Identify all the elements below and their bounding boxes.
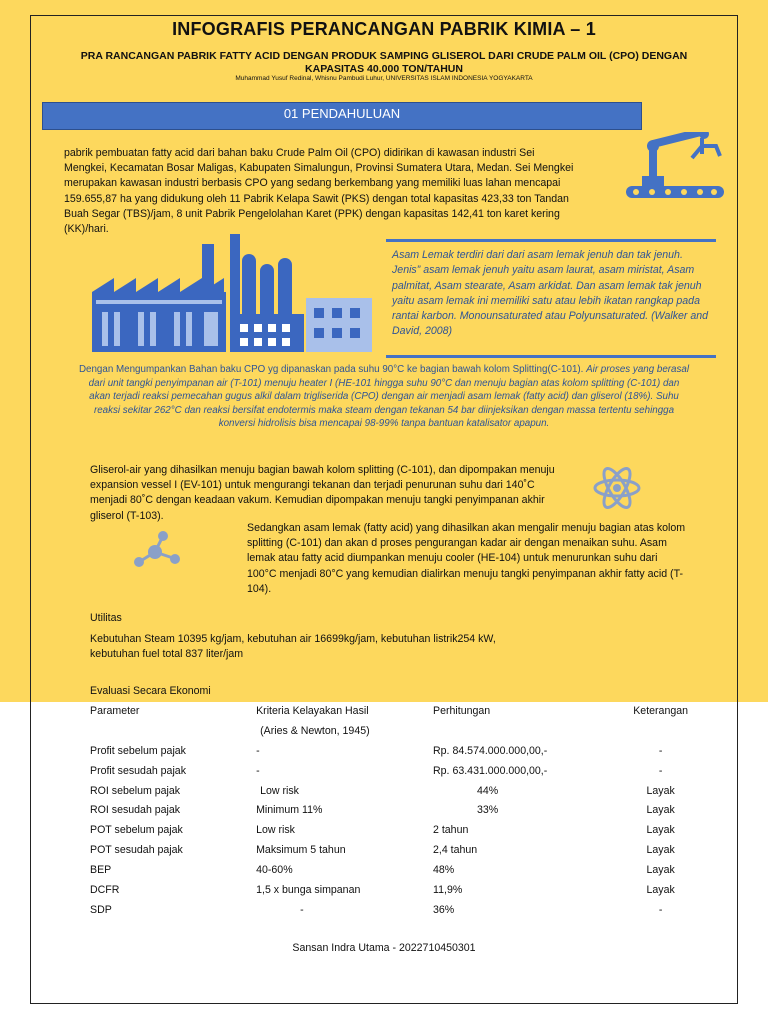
table-header-cell: Kriteria Kelayakan Hasil	[256, 704, 369, 717]
table-cell: -	[256, 764, 260, 777]
table-cell: SDP	[90, 903, 112, 916]
table-subheader-row	[84, 721, 714, 741]
table-row	[84, 880, 714, 900]
table-cell: 33%	[477, 804, 499, 817]
table-cell: 1,5 x bunga simpanan	[256, 883, 361, 896]
table-row	[84, 840, 714, 860]
utilitas-heading: Utilitas	[90, 612, 122, 624]
fatty-acid-quote: Asam Lemak terdiri dari dari asam lemak jenuh dan tak jenuh. Jenis” asam lemak jenuh yaitu asam laurat, asam miristat, Asam palmitat, Asam stearate, Asam arkidat. Dan asam lemak tak jenuh yaitu asam lemak ini memiliki satu atau lebih ikatan rangkap pada rantai karbon. Monounsaturated atau Polyunsaturated. (Walker and David, 2008)	[392, 249, 709, 338]
page-subtitle: PRA RANCANGAN PABRIK FATTY ACID DENGAN PRODUK SAMPING GLISEROL DARI CRUDE PALM OIL (CPO) DENGAN KAPASITAS 40.000 TON/TAHUN	[80, 50, 688, 75]
economy-table	[84, 701, 714, 920]
table-cell: Layak	[646, 824, 675, 837]
factory-illustration	[92, 234, 374, 352]
table-cell: BEP	[90, 864, 112, 877]
table-row	[84, 820, 714, 840]
economy-heading: Evaluasi Secara Ekonomi	[90, 685, 211, 697]
table-cell: Layak	[646, 883, 675, 896]
table-cell: Profit sebelum pajak	[90, 744, 186, 757]
page-title: INFOGRAFIS PERANCANGAN PABRIK KIMIA – 1	[172, 19, 596, 39]
table-cell: 2,4 tahun	[433, 844, 478, 857]
intro-paragraph: pabrik pembuatan fatty acid dari bahan baku Crude Palm Oil (CPO) didirikan di kawasan industri Sei Mengkei, Kecamatan Bosar Maligas, Kabupaten Simalungun, Provinsi Sumatera Utara, Medan. Sei Mengkei merupakan kawasan industri berbasis CPO yang sedang berkembang yang memiliki luas lahan mencapai 159.655,87 ha yang didukung oleh 11 Pabrik Kelapa Sawit (PKS) dengan total kapasitas 423,33 ton Tandan Buah Segar (TBS)/jam, 8 unit Pabrik Pengelolahan Karet (PPK) dengan kapasitas 142,41 ton karet kering (KK)/hari.	[64, 147, 574, 236]
table-cell: 36%	[433, 903, 455, 916]
molecule-icon	[131, 528, 183, 576]
table-cell: Layak	[646, 804, 675, 817]
table-cell: -	[256, 744, 260, 757]
table-row	[84, 781, 714, 801]
table-cell: ROI sebelum pajak	[90, 784, 181, 797]
table-row	[84, 860, 714, 880]
table-header-cell: Parameter	[90, 704, 140, 717]
table-cell: DCFR	[90, 883, 120, 896]
utilitas-text: Kebutuhan Steam 10395 kg/jam, kebutuhan air 16699kg/jam, kebutuhan listrik254 kW, kebutuhan fuel total 837 liter/jam	[90, 633, 496, 661]
table-cell: Profit sesudah pajak	[90, 764, 186, 777]
table-cell: 2 tahun	[433, 824, 469, 837]
table-cell: Low risk	[256, 824, 295, 837]
table-cell: -	[658, 764, 663, 777]
table-cell: 48%	[433, 864, 455, 877]
glycerol-paragraph: Gliserol-air yang dihasilkan menuju bagian bawah kolom splitting (C-101), dan dipompakan menuju expansion vessel I (EV-101) untuk mengurangi tekanan dan terjadi penurunan suhu dari 140˚C menjadi 80˚C dengan keadaan vakum. Kemudian dipompakan menuju tangki penyimpanan akhir gliserol (T-103).	[90, 464, 555, 522]
table-header-cell: Keterangan	[633, 704, 689, 717]
table-cell: -	[658, 744, 663, 757]
table-cell: 11,9%	[433, 883, 463, 896]
table-header-row	[84, 701, 714, 721]
table-cell: ROI sesudah pajak	[90, 804, 181, 817]
table-cell: -	[300, 903, 304, 916]
authors-line: Muhammad Yusuf Redinal, Whisnu Pambudi Luhur, UNIVERSITAS ISLAM INDONESIA YOGYAKARTA	[235, 75, 533, 82]
signature-line: Sansan Indra Utama - 2022710450301	[292, 942, 476, 954]
table-cell: 44%	[477, 784, 499, 797]
table-cell: Rp. 84.574.000.000,00,-	[433, 744, 548, 757]
table-cell: Layak	[646, 844, 675, 857]
atom-icon	[592, 466, 642, 510]
quote-bottom-rule	[386, 355, 716, 358]
table-row	[84, 741, 714, 761]
table-cell: -	[658, 903, 663, 916]
table-cell: 40-60%	[256, 864, 293, 877]
fatty-acid-paragraph: Sedangkan asam lemak (fatty acid) yang dihasilkan akan mengalir menuju bagian atas kolom splitting (C-101) dan akan d proses pengurangan kadar air dengan menaikan suhu. Asam lemak atau fatty acid diumpankan menuju cooler (HE-104) untuk menurunkan suhu dari 100°C menjadi 80°C yang kemudian dialirkan menuju tangki penyimpanan akhir fatty acid (T-104).	[247, 522, 686, 595]
table-row	[84, 900, 714, 920]
process-paragraph: Dengan Mengumpankan Bahan baku CPO yg dipanaskan pada suhu 90°C ke bagian bawah kolom Splitting(C-101). Air proses yang berasal dari unit tangki penyimpanan air (T-101) menuju heater I (HE-101 hingga suhu 90°C dan menuju bagian atas kolom splitting (C-101) dan akan terjadi reaksi pemecahan gugus alkil dalam trigliserida (CPO) dengan air menjadi asam lemak (fatty acid) dan gliserol (18%). Suhu reaksi sekitar 262°C dan reaksi bersifat endotermis maka steam dengan tekanan 54 bar diinjeksikan dengan massa tertentu sehingga konversi hidrolisis bisa mencapai 98-99% tanpa bantuan katalisator apapun.	[78, 364, 690, 429]
table-cell: Minimum 11%	[256, 804, 323, 817]
table-cell: Rp. 63.431.000.000,00,-	[433, 764, 548, 777]
section-header-pendahuluan: 01 PENDAHULUAN	[42, 102, 642, 130]
table-cell: POT sebelum pajak	[90, 824, 183, 837]
table-row	[84, 800, 714, 820]
table-cell: Low risk	[260, 784, 299, 797]
robot-arm-icon	[622, 132, 728, 200]
table-row	[84, 761, 714, 781]
table-cell: Layak	[646, 784, 675, 797]
table-cell: Layak	[646, 864, 675, 877]
quote-top-rule	[386, 239, 716, 242]
table-cell: POT sesudah pajak	[90, 844, 183, 857]
table-cell: Maksimum 5 tahun	[256, 844, 346, 857]
table-subheader-cell: (Aries & Newton, 1945)	[260, 724, 370, 737]
table-header-cell: Perhitungan	[433, 704, 491, 717]
